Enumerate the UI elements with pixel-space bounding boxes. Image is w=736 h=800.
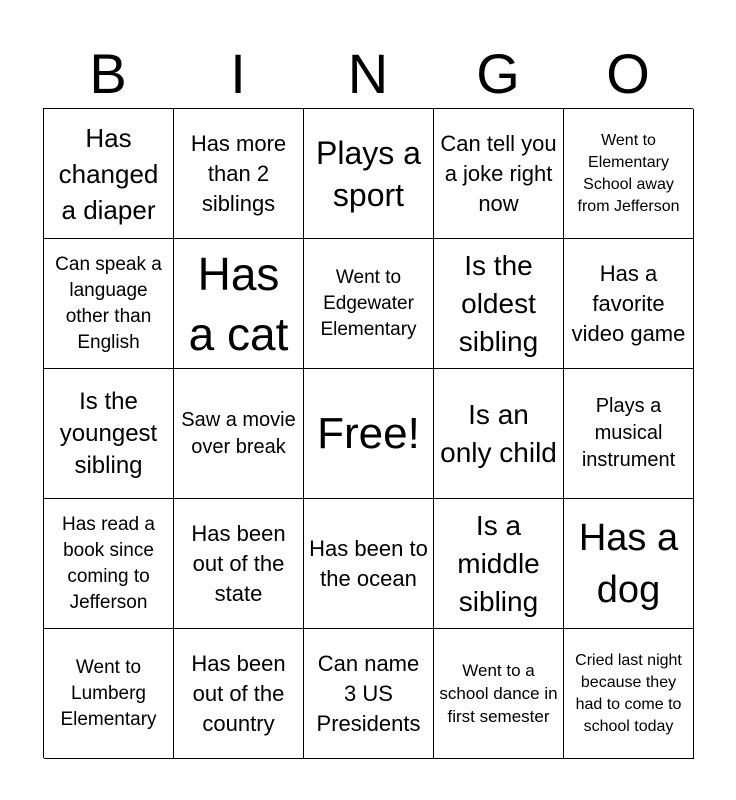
cell-text: Has changed a diaper xyxy=(58,122,159,225)
bingo-cell[interactable] xyxy=(564,239,694,369)
header-letter-i: I xyxy=(230,42,246,105)
bingo-cell[interactable] xyxy=(564,629,694,759)
cell-text: Is an only child xyxy=(440,398,557,468)
bingo-cell[interactable] xyxy=(434,239,564,369)
bingo-cell[interactable] xyxy=(304,109,434,239)
bingo-cell[interactable] xyxy=(564,109,694,239)
bingo-cell[interactable] xyxy=(44,629,174,759)
bingo-grid xyxy=(43,108,693,758)
cell-text: Went to Elementary School away from Jefferson xyxy=(577,131,680,215)
header-letter-b: B xyxy=(89,42,127,105)
cell-text: Has more than 2 siblings xyxy=(190,130,287,216)
cell-text: Is the oldest sibling xyxy=(458,249,539,357)
bingo-header xyxy=(43,40,693,108)
bingo-free-cell[interactable] xyxy=(304,369,434,499)
cell-text: Plays a sport xyxy=(316,134,421,213)
cell-text: Can tell you a joke right now xyxy=(440,130,557,216)
cell-text: Has read a book since coming to Jefferson xyxy=(62,513,155,613)
cell-text: Saw a movie over break xyxy=(181,408,296,458)
cell-text: Went to a school dance in first semester xyxy=(439,661,558,726)
cell-text: Has been to the ocean xyxy=(309,535,428,591)
bingo-cell[interactable] xyxy=(564,499,694,629)
bingo-cell[interactable] xyxy=(44,499,174,629)
cell-text: Can speak a language other than English xyxy=(55,253,162,353)
bingo-cell[interactable] xyxy=(304,499,434,629)
cell-text: Is a middle sibling xyxy=(457,509,540,617)
bingo-cell[interactable] xyxy=(44,109,174,239)
bingo-cell[interactable] xyxy=(304,239,434,369)
bingo-cell[interactable] xyxy=(564,369,694,499)
bingo-cell[interactable] xyxy=(174,239,304,369)
bingo-cell[interactable] xyxy=(434,499,564,629)
bingo-cell[interactable] xyxy=(304,629,434,759)
cell-text: Has been out of the state xyxy=(191,520,286,606)
cell-text: Went to Edgewater Elementary xyxy=(320,266,417,340)
cell-text: Can name 3 US Presidents xyxy=(316,650,421,736)
bingo-cell[interactable] xyxy=(434,629,564,759)
header-letter-o: O xyxy=(606,42,650,105)
bingo-cell[interactable] xyxy=(434,369,564,499)
bingo-cell[interactable] xyxy=(174,499,304,629)
cell-text: Has a dog xyxy=(578,516,679,611)
cell-text: Went to Lumberg Elementary xyxy=(60,656,157,730)
cell-text: Has been out of the country xyxy=(191,650,286,736)
cell-text: Cried last night because they had to come to school today xyxy=(575,651,682,735)
bingo-cell[interactable] xyxy=(174,629,304,759)
bingo-cell[interactable] xyxy=(44,239,174,369)
header-letter-n: N xyxy=(347,42,389,105)
cell-text: Has a favorite video game xyxy=(571,260,686,346)
cell-text: Plays a musical instrument xyxy=(581,395,676,471)
bingo-cell[interactable] xyxy=(434,109,564,239)
bingo-cell[interactable] xyxy=(174,369,304,499)
header-letter-g: G xyxy=(476,42,520,105)
cell-text: Is the youngest sibling xyxy=(59,387,158,479)
cell-text: Has a cat xyxy=(188,247,289,360)
bingo-cell[interactable] xyxy=(174,109,304,239)
bingo-cell[interactable] xyxy=(44,369,174,499)
cell-text: Free! xyxy=(317,408,420,458)
